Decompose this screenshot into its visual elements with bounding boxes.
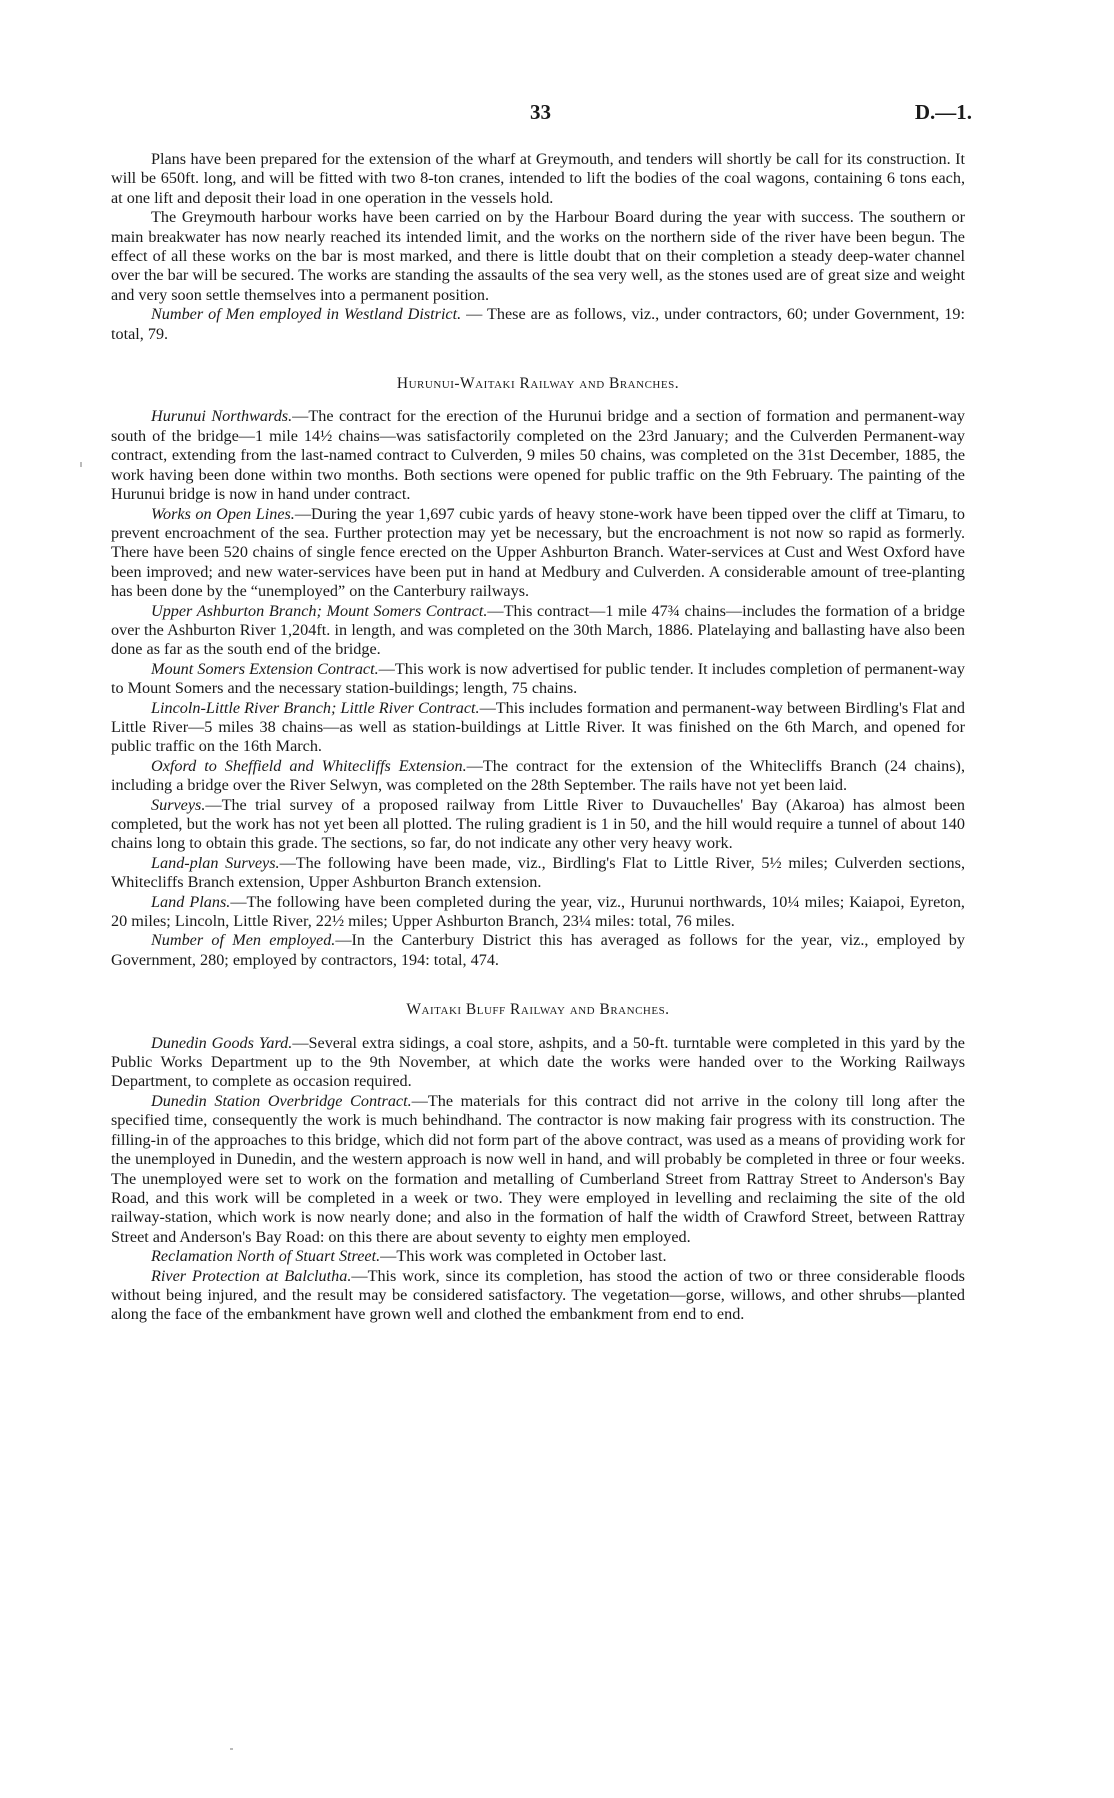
paragraph-title: Works on Open Lines.: [151, 504, 295, 523]
paragraph-surveys: [111, 796, 965, 854]
paragraph-canterbury-men: [111, 931, 965, 970]
page-number: 33: [530, 100, 551, 124]
paragraph-text: —This work was completed in October last.: [380, 1247, 667, 1266]
paragraph-oxford-sheffield: [111, 757, 965, 796]
margin-speck: [230, 1748, 233, 1750]
paragraph-text: —During the year 1,697 cubic yards of heavy stone-work have been tipped over the cliff at Timaru, to prevent encroachment of the sea. Further protection may yet be necessary, but the encroachment is not now so rapid as formerly. There have been 520 chains of single fence erected on the Upper Ashburton Branch. Water-services at Cust and West Oxford have been improved; and new water-services have been put in hand at Medbury and Culverden. A considerable amount of tree-planting has been done by the “unemployed” on the Canterbury railways.: [111, 504, 965, 601]
paragraph-title: Lincoln-Little River Branch; Little River Contract.: [151, 698, 480, 717]
paragraph-text: —The contract for the extension of the Whitecliffs Branch (24 chains), including a bridge over the River Selwyn, was completed on the 28th September. The rails have not yet been laid.: [111, 756, 965, 795]
paragraph-dunedin-overbridge: [111, 1092, 965, 1247]
section-heading-hurunui-waitaki: Hurunui-Waitaki Railway and Branches.: [396, 375, 680, 393]
paragraph-hurunui-northwards: [111, 407, 965, 504]
paragraph-mount-somers-extension: [111, 660, 965, 699]
document-body: [111, 150, 965, 1325]
paragraph-text: —Several extra sidings, a coal store, ashpits, and a 50-ft. turntable were completed in this yard by the Public Works Department up to the 9th November, at which date the works were handed over to the Working Railways Department, to complete as occasion required.: [111, 1033, 965, 1091]
paragraph-title: River Protection at Balclutha.: [151, 1266, 352, 1285]
paragraph-greymouth-wharf: Plans have been prepared for the extension of the wharf at Greymouth, and tenders will shortly be call for its construction. It will be 650ft. long, and will be fitted with two 8-ton cranes, intended to lift the bodies of the coal wagons, containing 6 tons each, at one lift and deposit their load in one operation in the vessels hold.: [111, 150, 965, 207]
paragraph-text: —In the Canterbury District this has averaged as follows for the year, viz., employed by Government, 280; employed by contractors, 194: total, 474.: [111, 931, 965, 969]
paragraph-text: —This includes formation and permanent-way between Birdling's Flat and Little River—5 miles 38 chains—as well as station-buildings at Little River. It was finished on the 6th March, and opened for public traffic on the 16th March.: [111, 698, 966, 756]
paragraph-title: Reclamation North of Stuart Street.: [151, 1247, 381, 1266]
paragraph-title: Mount Somers Extension Contract.: [151, 659, 379, 678]
paragraph-text: —This work is now advertised for public tender. It includes completion of permanent-way to Mount Somers and the necessary station-buildings; length, 75 chains.: [111, 659, 965, 698]
paragraph-title: Oxford to Sheffield and Whitecliffs Extension.: [151, 756, 467, 775]
paragraph-title: Upper Ashburton Branch; Mount Somers Contract.: [151, 601, 488, 620]
paragraph-land-plans: [111, 893, 965, 932]
paragraph-title: Number of Men employed.: [151, 931, 336, 950]
paragraph-westland-men: [111, 305, 965, 344]
paragraph-land-plan-surveys: [111, 854, 965, 893]
paragraph-balclutha-protection: [111, 1267, 965, 1325]
paragraph-text: —The following have been completed during the year, viz., Hurunui northwards, 10¼ miles; Kaiapoi, Eyreton, 20 miles; Lincoln, Little River, 22½ miles; Upper Ashburton Branch, 23¼ miles: total, 76 miles.: [111, 892, 965, 931]
paragraph-title: Land Plans.: [151, 892, 231, 911]
paragraph-greymouth-harbour: The Greymouth harbour works have been carried on by the Harbour Board during the year with success. The southern or main breakwater has now nearly reached its intended limit, and the works on the northern side of the river have been begun. The effect of all these works on the bar is most marked, and there is little doubt that on their completion a steady deep-water channel over the bar will be secured. The works are standing the assaults of the sea very well, as the stones used are of great size and weight and very soon settle themselves into a permanent position.: [111, 208, 965, 304]
paragraph-reclamation-stuart-street: [111, 1247, 965, 1266]
paragraph-text: —The contract for the erection of the Hurunui bridge and a section of formation and permanent-way south of the bridge—1 mile 14½ chains—was satisfactorily completed on the 23rd January; and the Culverden Permanent-way contract, extending from the last-named contract to Culverden, 9 miles 50 chains, was completed on the 31st December, 1885, the work having been done within two months. Both sections were opened for public traffic on the 9th February. The painting of the Hurunui bridge is now in hand under contract.: [111, 407, 965, 504]
page-header: [0, 100, 1114, 130]
margin-speck: [80, 462, 82, 467]
document-code: D.—1.: [914, 100, 972, 124]
paragraph-title: Hurunui Northwards.: [151, 407, 293, 426]
paragraph-title: Dunedin Goods Yard.: [151, 1033, 293, 1052]
paragraph-title: Land-plan Surveys.: [151, 853, 280, 872]
paragraph-text: — These are as follows, viz., under contractors, 60; under Government, 19: total, 79.: [111, 305, 965, 343]
paragraph-works-open-lines: [111, 505, 965, 602]
paragraph-text: —The materials for this contract did not arrive in the colony till long after the specified time, consequently the work is much behindhand. The contractor is now making fair progress with its construction. The filling-in of the approaches to this bridge, which did not form part of the above contract, was used as a means of providing work for the unemployed in Dunedin, and the western approach is now well in hand, and will probably be completed in three or four weeks. The unemployed were set to work on the formation and metalling of Cumberland Street from Rattray Street to Anderson's Bay Road, and this work will be completed in a week or two. They were employed in levelling and reclaiming the site of the old railway-station, which work is now nearly done; and also in the formation of half the width of Crawford Street, between Rattray Street and Anderson's Bay Road: on this there are about seventy to eighty men employed.: [111, 1091, 965, 1246]
paragraph-title: Number of Men employed in Westland District.: [151, 305, 462, 324]
paragraph-text: —The following have been made, viz., Birdling's Flat to Little River, 5½ miles; Culverden sections, Whitecliffs Branch extension, Upper Ashburton Branch extension.: [111, 853, 965, 892]
paragraph-title: Surveys.: [151, 795, 206, 814]
paragraph-text: —This contract—1 mile 47¾ chains—includes the formation of a bridge over the Ashburton River 1,204ft. in length, and was completed on the 30th March, 1886. Platelaying and ballasting have also been done as far as the south end of the bridge.: [111, 601, 965, 659]
section-heading-waitaki-bluff: Waitaki Bluff Railway and Branches.: [406, 1001, 670, 1019]
paragraph-lincoln-little-river: [111, 699, 965, 757]
paragraph-text: —This work, since its completion, has stood the action of two or three considerable floods without being injured, and the result may be considered satisfactory. The vegetation—gorse, willows, and other shrubs—planted along the face of the embankment have grown well and clothed the embankment from end to end.: [111, 1266, 965, 1324]
paragraph-title: Dunedin Station Overbridge Contract.: [151, 1091, 412, 1110]
paragraph-dunedin-goods-yard: [111, 1034, 965, 1092]
paragraph-text: —The trial survey of a proposed railway from Little River to Duvauchelles' Bay (Akaroa) has almost been completed, but the work has not yet been all plotted. The ruling gradient is 1 in 50, and the hill would require a tunnel of about 140 chains long to obtain this grade. The sections, so far, do not indicate any other very heavy work.: [111, 795, 965, 853]
paragraph-upper-ashburton: [111, 602, 965, 660]
